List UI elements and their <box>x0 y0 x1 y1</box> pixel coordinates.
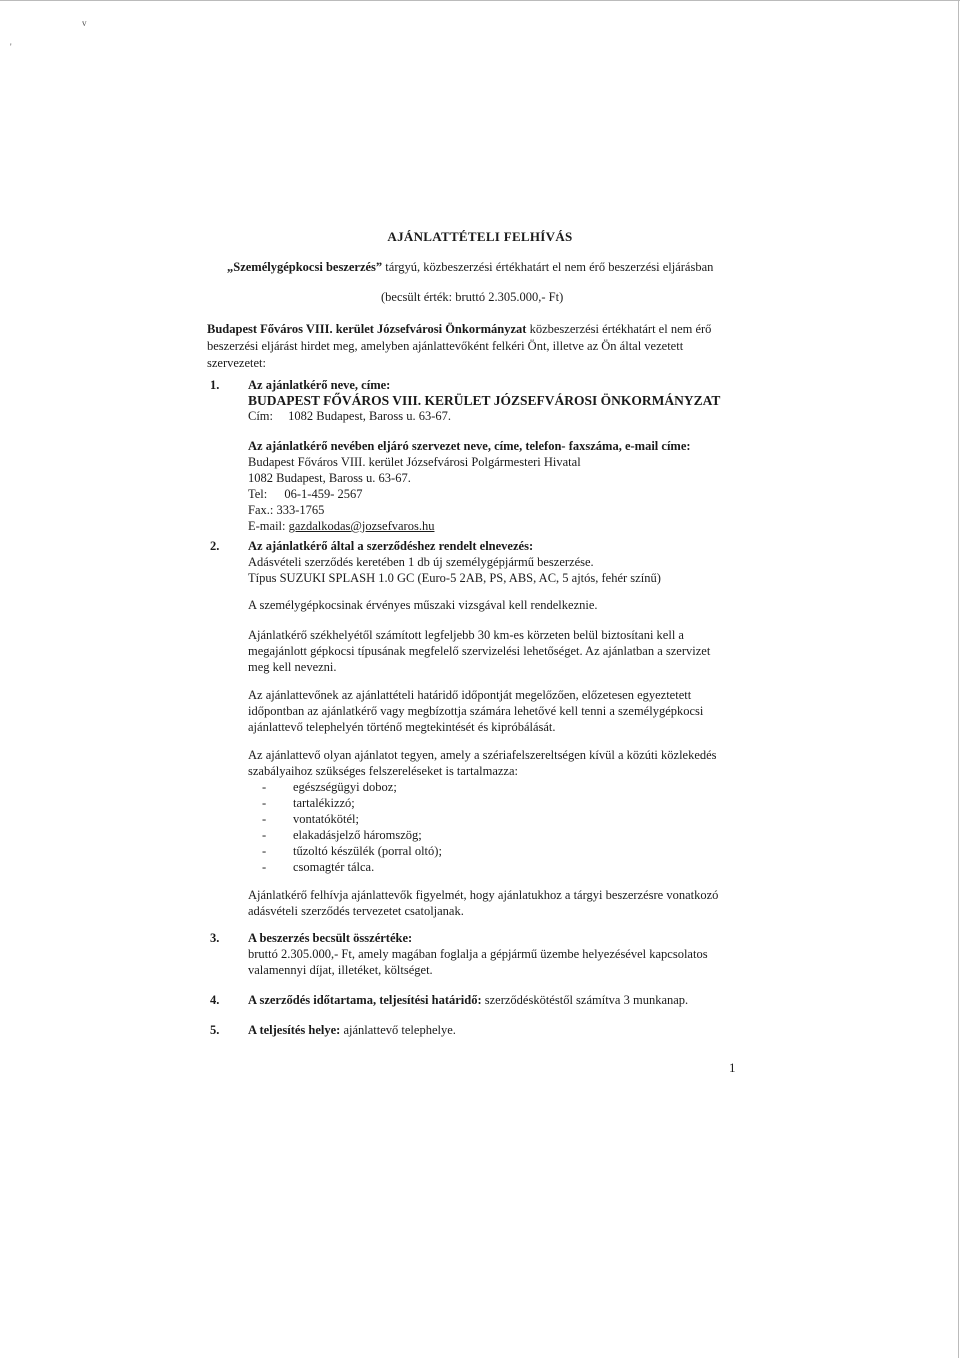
list-dash: - <box>262 812 267 826</box>
intro-issuer: Budapest Főváros VIII. kerület Józsefvárosi Önkormányzat <box>207 322 527 336</box>
section-2-number: 2. <box>210 539 220 553</box>
list-item: csomagtér tálca. <box>293 860 375 874</box>
org-heading: Az ajánlatkérő nevében eljáró szervezet neve, címe, telefon- faxszáma, e-mail címe: <box>248 439 691 453</box>
section-1-number: 1. <box>210 378 220 392</box>
list-item: vontatókötél; <box>293 812 359 826</box>
section-5-text: ajánlattevő telephelye. <box>343 1023 456 1037</box>
org-address: 1082 Budapest, Baross u. 63-67. <box>248 471 411 485</box>
section-2-para-5b: adásvételi szerződés tervezetet csatoljanak. <box>248 904 464 918</box>
address-value: 1082 Budapest, Baross u. 63-67. <box>288 409 451 423</box>
list-dash: - <box>262 828 267 842</box>
intro-line-3: szervezetet: <box>207 356 266 370</box>
section-3-line-1: bruttó 2.305.000,- Ft, amely magában foglalja a gépjármű üzembe helyezésével kapcsolatos <box>248 947 708 961</box>
section-2-para-2b: megajánlott gépkocsi típusának megfelelő szervizelési lehetőséget. Az ajánlatban a szervizet <box>248 644 711 658</box>
subject-rest: tárgyú, közbeszerzési értékhatárt el nem érő beszerzési eljárásban <box>385 260 714 274</box>
section-2-para-2c: meg kell nevezni. <box>248 660 337 674</box>
org-name: Budapest Főváros VIII. kerület Józsefvárosi Polgármesteri Hivatal <box>248 455 581 469</box>
requester-address <box>248 409 451 424</box>
section-5-number: 5. <box>210 1023 220 1037</box>
email-label: E-mail: <box>248 519 286 533</box>
section-5-line <box>248 1023 456 1038</box>
section-1-heading: Az ajánlatkérő neve, címe: <box>248 378 391 392</box>
estimate-line: (becsült érték: bruttó 2.305.000,- Ft) <box>381 290 564 304</box>
document-title: AJÁNLATTÉTELI FELHÍVÁS <box>387 229 573 244</box>
section-2-line-2: Típus SUZUKI SPLASH 1.0 GC (Euro-5 2AB, PS, ABS, AC, 5 ajtós, fehér színű) <box>248 571 661 585</box>
list-dash: - <box>262 780 267 794</box>
section-5-heading: A teljesítés helye: <box>248 1023 341 1037</box>
list-dash: - <box>262 844 267 858</box>
list-dash: - <box>262 796 267 810</box>
phone-value: 06-1-459- 2567 <box>284 487 363 501</box>
subject-quote: „Személygépkocsi beszerzés” <box>227 260 383 274</box>
section-4-heading: A szerződés időtartama, teljesítési határidő: <box>248 993 482 1007</box>
email-link[interactable]: gazdalkodas@jozsefvaros.hu <box>288 519 435 533</box>
section-4-line <box>248 993 688 1008</box>
intro-line-1 <box>207 322 711 337</box>
section-2-para-3b: időpontban az ajánlatkérő vagy megbízottja számára lehetővé kell tenni a személygépkocsi <box>248 704 704 718</box>
org-phone <box>248 487 363 502</box>
list-item: tartalékizzó; <box>293 796 355 810</box>
scan-border-top <box>0 0 960 1</box>
address-label: Cím: <box>248 409 274 423</box>
section-3-line-2: valamennyi díjat, illetéket, költséget. <box>248 963 433 977</box>
scan-border-right <box>958 0 959 1358</box>
phone-label: Tel: <box>248 487 268 501</box>
subject-line <box>227 260 713 275</box>
section-3-number: 3. <box>210 931 220 945</box>
section-2-para-2a: Ajánlatkérő székhelyétől számított legfeljebb 30 km-es körzeten belül biztosítani kell a <box>248 628 684 642</box>
list-item: tűzoltó készülék (porral oltó); <box>293 844 442 858</box>
org-email <box>248 519 434 534</box>
section-2-para-5a: Ajánlatkérő felhívja ajánlattevők figyelmét, hogy ajánlatukhoz a tárgyi beszerzésre vonatkozó <box>248 888 719 902</box>
section-2-para-4b: szabályaihoz szükséges felszereléseket is tartalmazza: <box>248 764 519 778</box>
page-number: 1 <box>729 1060 736 1075</box>
section-2-para-3c: ajánlattevő telephelyén történő megtekintését és kipróbálását. <box>248 720 556 734</box>
list-dash: - <box>262 860 267 874</box>
scan-mark: v <box>82 18 87 28</box>
section-2-para-1: A személygépkocsinak érvényes műszaki vizsgával kell rendelkeznie. <box>248 598 598 612</box>
scan-mark: ' <box>10 42 12 52</box>
intro-line-2: beszerzési eljárást hirdet meg, amelyben ajánlattevőként felkéri Önt, illetve az Ön által vezetett <box>207 339 684 353</box>
list-item: egészségügyi doboz; <box>293 780 397 794</box>
section-2-line-1: Adásvételi szerződés keretében 1 db új személygépjármű beszerzése. <box>248 555 594 569</box>
section-4-number: 4. <box>210 993 220 1007</box>
requester-name: BUDAPEST FŐVÁROS VIII. KERÜLET JÓZSEFVÁROSI ÖNKORMÁNYZAT <box>248 393 721 408</box>
section-3-heading: A beszerzés becsült összértéke: <box>248 931 413 945</box>
list-item: elakadásjelző háromszög; <box>293 828 422 842</box>
section-2-para-4a: Az ajánlattevő olyan ajánlatot tegyen, amely a szériafelszereltségen kívül a közúti közlekedés <box>248 748 717 762</box>
org-fax: Fax.: 333-1765 <box>248 503 325 517</box>
intro-line-1-rest: közbeszerzési értékhatárt el nem érő <box>529 322 712 336</box>
section-2-heading: Az ajánlatkérő által a szerződéshez rendelt elnevezés: <box>248 539 534 553</box>
section-4-text: szerződéskötéstől számítva 3 munkanap. <box>484 993 689 1007</box>
section-2-para-3a: Az ajánlattevőnek az ajánlattételi határidő időpontját megelőzően, előzetesen egyeztetett <box>248 688 692 702</box>
